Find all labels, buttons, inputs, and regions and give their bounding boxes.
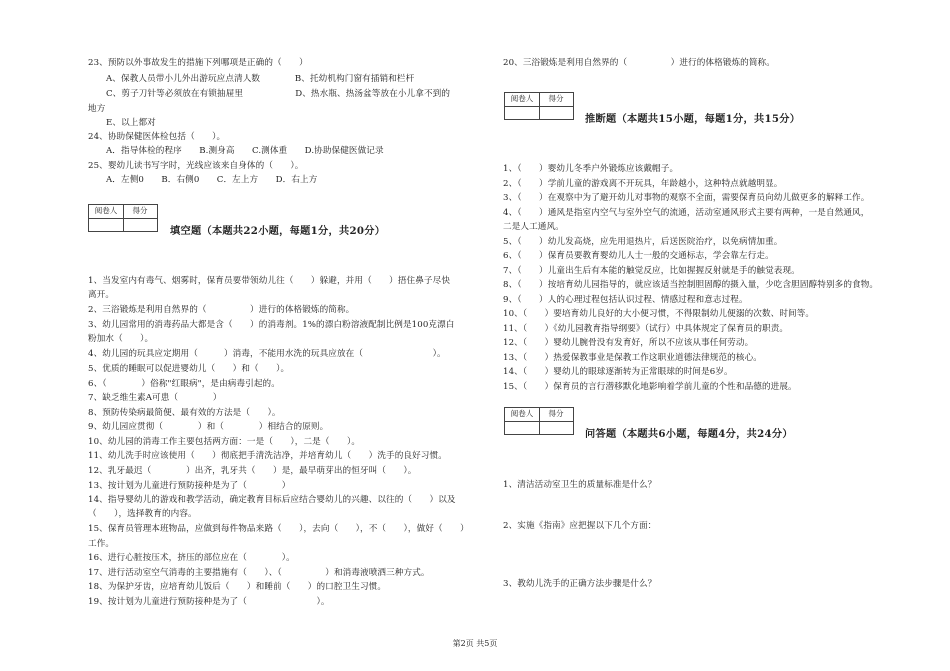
score-label: 得分 [548,409,564,418]
fill-item-11: 11、幼儿洗手时应该使用（ ）彻底把手清洗洁净，并培育幼儿（ ）洗手的良好习惯。 [88,451,447,461]
fill-item-1-cont: 离开。 [88,290,115,300]
judge-item-4-cont: 二是人工通风。 [503,222,564,232]
judge-item-2: 2、（ ）学前儿童的游戏离不开玩具，年龄越小，这种特点就越明显。 [503,179,783,189]
fill-item-5: 5、优质的睡眠可以促进婴幼儿（ ）和（ ）。 [88,364,290,374]
fill-item-15: 15、保育员管理本班物品，应做到每件物品来路（ ），去向（ ），不（ ），做好（ ） [88,524,469,534]
fill-item-8: 8、预防传染病最简便、最有效的方法是（ ）。 [88,408,281,418]
judge-item-1: 1、（ ）婴幼儿冬季户外锻炼应该戴帽子。 [503,164,679,174]
fill-item-6: 6、（ ）俗称"红眼病"，是由病毒引起的。 [88,379,280,389]
fill-item-3-cont: 粉加水（ ）。 [88,334,154,344]
question-23: 23、预防以外事故发生的措施下列哪项是正确的（ ） [88,58,308,68]
qa-heading: 问答题（本题共6小题，每题4分，共24分） [585,428,793,440]
question-24-options: A．指导体检的程序 B.测身高 C.测体重 D.协助保健医做记录 [106,146,384,156]
judge-item-14: 14、（ ）婴幼儿的眼球逐渐转为正常眼球的时间是6岁。 [503,367,733,377]
judge-item-12: 12、（ ）婴幼儿腕骨没有发育好，所以不应该从事任何劳动。 [503,338,754,348]
fill-item-1: 1、当发室内有毒气、烟雾时，保育员要带领幼儿往（ ）躲避，并用（ ）捂住鼻子尽快 [88,276,451,286]
fill-item-7: 7、缺乏维生素A可患（ ） [88,393,222,403]
option-d-continued: 地方 [88,104,106,114]
fill-item-13: 13、按计划为儿童进行预防接种是为了（ ） [88,481,291,491]
score-label: 得分 [132,206,148,215]
fill-item-10: 10、幼儿园的消毒工作主要包括两方面：一是（ ），二是（ ）。 [88,437,361,447]
fill-item-17: 17、进行活动室空气消毒的主要措施有（ ）、（ ）和消毒液喷洒三种方式。 [88,568,430,578]
fill-item-14: 14、指导婴幼儿的游戏和教学活动，确定教育目标后应结合婴幼儿的兴趣、以往的（ ）以及 [88,495,456,505]
question-24: 24、协助保健医体检包括（ ）。 [88,132,226,142]
fill-item-14-cont: （ ），选择教育的内容。 [88,509,197,519]
score-label: 得分 [548,94,564,103]
judge-item-6: 6、（ ）保育员要教育婴幼儿人士一般的交通标志，学会靠左行走。 [503,251,774,261]
reviewer-label: 阅卷人 [510,409,534,418]
option-a-b: A、保教人员带小儿外出游玩应点清人数 B、托幼机构门窗有插销和栏杆 [106,74,415,84]
qa-item-3: 3、教幼儿洗手的正确方法步骤是什么？ [503,579,657,589]
judge-item-5: 5、（ ）幼儿发高烧，应先用退热片，后送医院治疗，以免病情加重。 [503,237,783,247]
option-c-d: C、剪子刀针等必须放在有锁抽屉里 D、热水瓶、热汤盆等放在小儿拿不到的 [106,89,451,99]
qa-item-2: 2、实施《指南》应把握以下几个方面： [503,521,657,531]
judge-item-11: 11、（ ）《幼儿园教育指导纲要》（试行）中具体规定了保育员的职责。 [503,324,789,334]
qa-item-1: 1、清洁活动室卫生的质量标准是什么？ [503,480,657,490]
question-25-options: A．左侧0 B．右侧0 C．左上方 D．右上方 [106,175,318,185]
fill-item-18: 18、为保护牙齿，应培育幼儿饭后（ ）和睡前（ ）的口腔卫生习惯。 [88,582,387,592]
judge-item-4: 4、（ ）通风是指室内空气与室外空气的流通，活动室通风形式主要有两种，一是自然通风， [503,208,870,218]
judge-item-10: 10、（ ）要培育幼儿良好的大小便习惯，不得限制幼儿便溺的次数、时间等。 [503,309,815,319]
option-e: E、以上都对 [106,118,156,128]
fill-blank-heading: 填空题（本题共22小题，每题1分，共20分） [170,225,386,237]
fill-item-9: 9、幼儿园应贯彻（ ）和（ ）相结合的原则。 [88,422,329,432]
reviewer-label: 阅卷人 [94,206,118,215]
judge-item-3: 3、（ ）在观察中为了避开幼儿对事物的观察不全面，需要保育员向幼儿做更多的解释工作。 [503,193,870,203]
score-box [504,92,574,120]
fill-item-15-cont: 工作。 [88,539,115,549]
judge-item-8: 8、（ ）按培育幼儿园指导的，就应该适当控制胆固醇的摄入量，少吃含胆固醇特别多的食物。 [503,280,879,290]
fill-item-19: 19、按计划为儿童进行预防接种是为了（ ）。 [88,597,330,607]
judge-item-15: 15、（ ）保育员的言行潜移默化地影响着学前儿童的个性和品德的进展。 [503,382,797,392]
score-box [504,407,574,435]
fill-item-2: 2、三浴锻炼是利用自然界的（ ）进行的体格锻炼的简称。 [88,305,355,315]
fill-item-12: 12、乳牙最迟（ ）出齐，乳牙共（ ）是，最早萌芽出的恒牙叫（ ）。 [88,466,417,476]
question-25: 25、婴幼儿读书写字时，光线应该来自身体的（ ）。 [88,161,304,171]
score-box [88,204,158,232]
fill-item-16: 16、进行心脏按压术，挤压的部位应在（ ）。 [88,553,295,563]
judge-item-9: 9、（ ）人的心理过程包括认识过程、情感过程和意志过程。 [503,295,748,305]
reviewer-label: 阅卷人 [510,94,534,103]
fill-item-4: 4、幼儿园的玩具应定期用（ ）消毒，不能用水洗的玩具应放在（ ）。 [88,349,446,359]
page-footer: 第2页 共5页 [452,639,498,648]
fill-item-20: 20、三浴锻炼是利用自然界的（ ）进行的体格锻炼的简称。 [503,58,775,68]
fill-item-3: 3、幼儿园常用的消毒药品大都是含（ ）的消毒剂。1%的漂白粉溶液配制比例是100克漂白 [88,320,455,330]
judge-item-13: 13、（ ）热爱保教事业是保教工作这职业道德法律规范的核心。 [503,353,762,363]
judge-item-7: 7、（ ）儿童出生后有本能的触觉反应，比如握握反射就是手的触觉表现。 [503,266,800,276]
judge-heading: 推断题（本题共15小题，每题1分，共15分） [585,113,801,125]
